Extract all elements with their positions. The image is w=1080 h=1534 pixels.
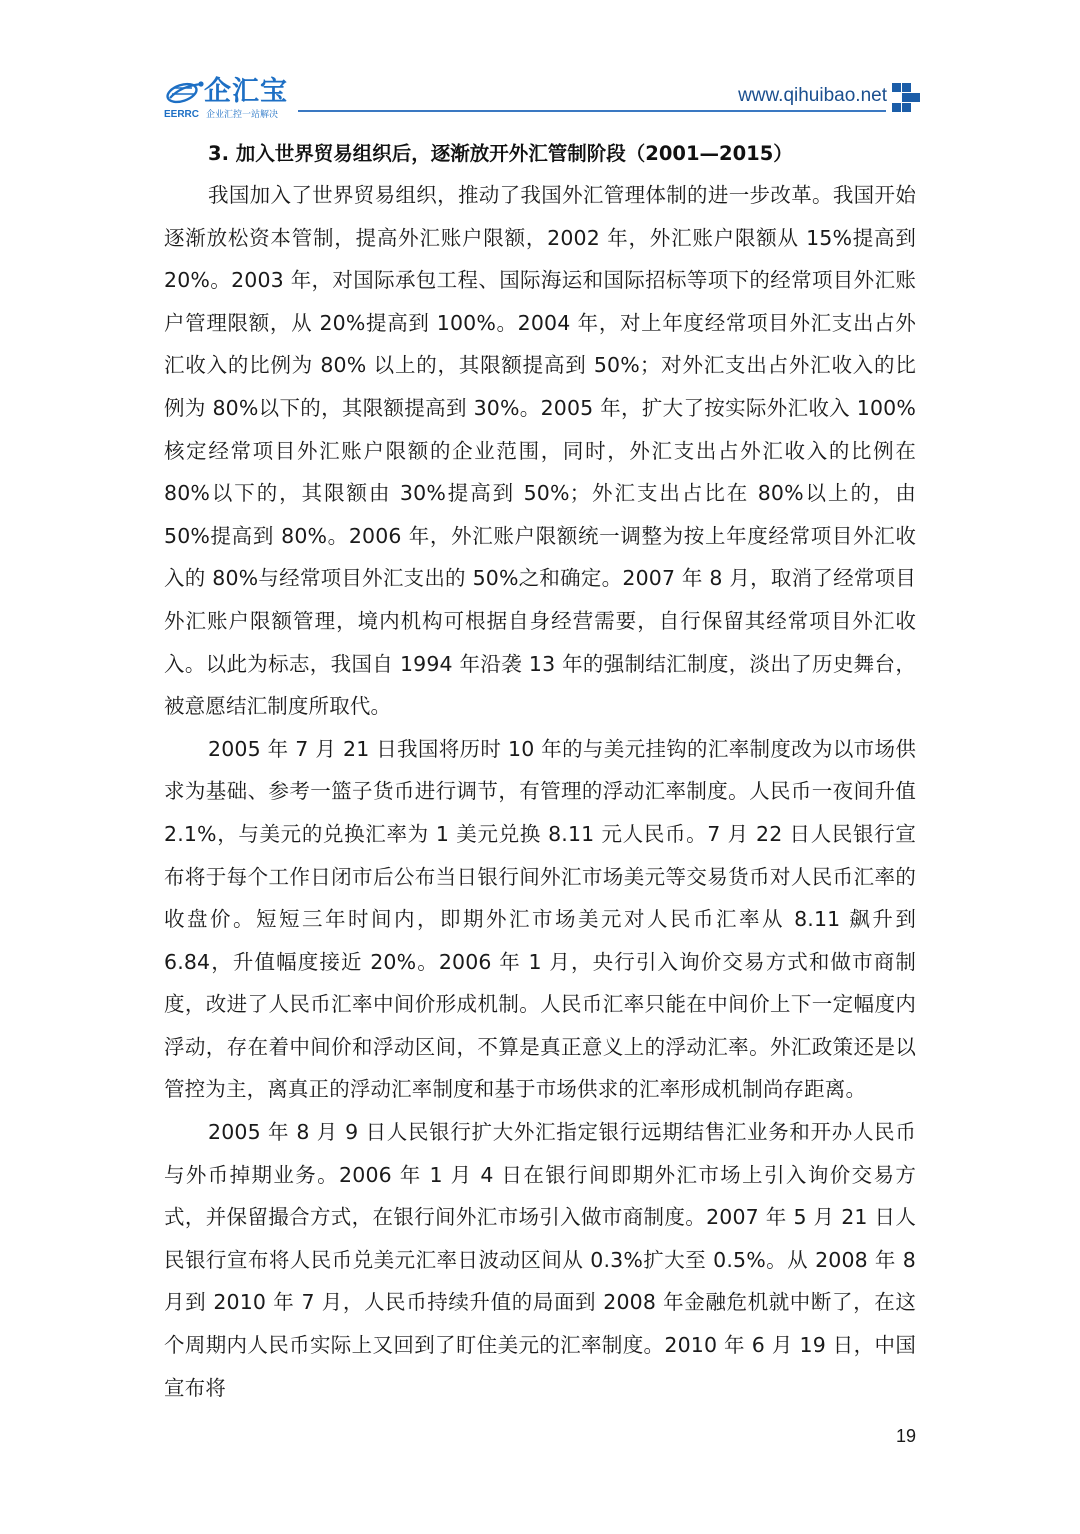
decorative-squares-icon — [892, 83, 920, 115]
logo-name: 企汇宝 — [204, 76, 288, 107]
paragraph-3: 2005 年 8 月 9 日人民银行扩大外汇指定银行远期结售汇业务和开办人民币与外币掉期业务。2006 年 1 月 4 日在银行间即期外汇市场上引入询价交易方式，并保留撮合方式，在银行间外汇市场引入做市商制度。2007 年 5 月 21 日人民银行宣布将人民币兑美元汇率日波动区间从 0.3%扩大至 0.5%。从 2008 年 8 月到 2010 年 7 月，人民币持续升值的局面到 2008 年金融危机就中断了，在这个周期内人民币实际上又回到了盯住美元的汇率制度。2010 年 6 月 19 日，中国宣布将 — [164, 1120, 916, 1400]
header-divider — [298, 110, 886, 112]
page-number: 19 — [895, 1426, 916, 1446]
main-content — [164, 134, 916, 1409]
logo-english-name: EERRC — [164, 109, 200, 120]
paragraph-2: 2005 年 7 月 21 日我国将历时 10 年的与美元挂钩的汇率制度改为以市场供求为基础、参考一篮子货币进行调节，有管理的浮动汇率制度。人民币一夜间升值 2.1%，与美元的兑换汇率为 1 美元兑换 8.11 元人民币。7 月 22 日人民银行宣布将于每个工作日闭市后公布当日银行间外汇市场美元等交易货币对人民币汇率的收盘价。短短三年时间内，即期外汇市场美元对人民币汇率从 8.11 飙升到 6.84，升值幅度接近 20%。2006 年 1 月，央行引入询价交易方式和做市商制度，改进了人民币汇率中间价形成机制。人民币汇率只能在中间价上下一定幅度内浮动，存在着中间价和浮动区间，不算是真正意义上的浮动汇率。外汇政策还是以管控为主，离真正的浮动汇率制度和基于市场供求的汇率形成机制尚存距离。 — [164, 736, 916, 1102]
logo-slogan: 企业汇控一站解决 — [206, 110, 279, 120]
website-url: www.qihuibao.net — [738, 85, 887, 106]
section-heading: 3. 加入世界贸易组织后，逐渐放开外汇管制阶段（2001—2015） — [208, 142, 793, 165]
paragraph-1: 我国加入了世界贸易组织，推动了我国外汇管理体制的进一步改革。我国开始逐渐放松资本管制，提高外汇账户限额，2002 年，外汇账户限额从 15%提高到 20%。2003 年，对国际承包工程、国际海运和国际招标等项下的经常项目外汇账户管理限额，从 20%提高到 100%。2004 年，对上年度经常项目外汇支出占外汇收入的比例为 80% 以上的，其限额提高到 50%；对外汇支出占外汇收入的比例为 80%以下的，其限额提高到 30%。2005 年，扩大了按实际外汇收入 100%核定经常项目外汇账户限额的企业范围，同时，外汇支出占外汇收入的比例在 80%以下的，其限额由 30%提高到 50%；外汇支出占比在 80%以上的，由 50%提高到 80%。2006 年，外汇账户限额统一调整为按上年度经常项目外汇收入的 80%与经常项目外汇支出的 50%之和确定。2007 年 8 月，取消了经常项目外汇账户限额管理，境内机构可根据自身经营需要，自行保留其经常项目外汇收入。以此为标志，我国自 1994 年沿袭 13 年的强制结汇制度，淡出了历史舞台，被意愿结汇制度所取代。 — [164, 183, 916, 719]
company-logo — [164, 76, 294, 122]
logo-globe-icon — [164, 78, 206, 108]
page-header — [0, 0, 1080, 130]
